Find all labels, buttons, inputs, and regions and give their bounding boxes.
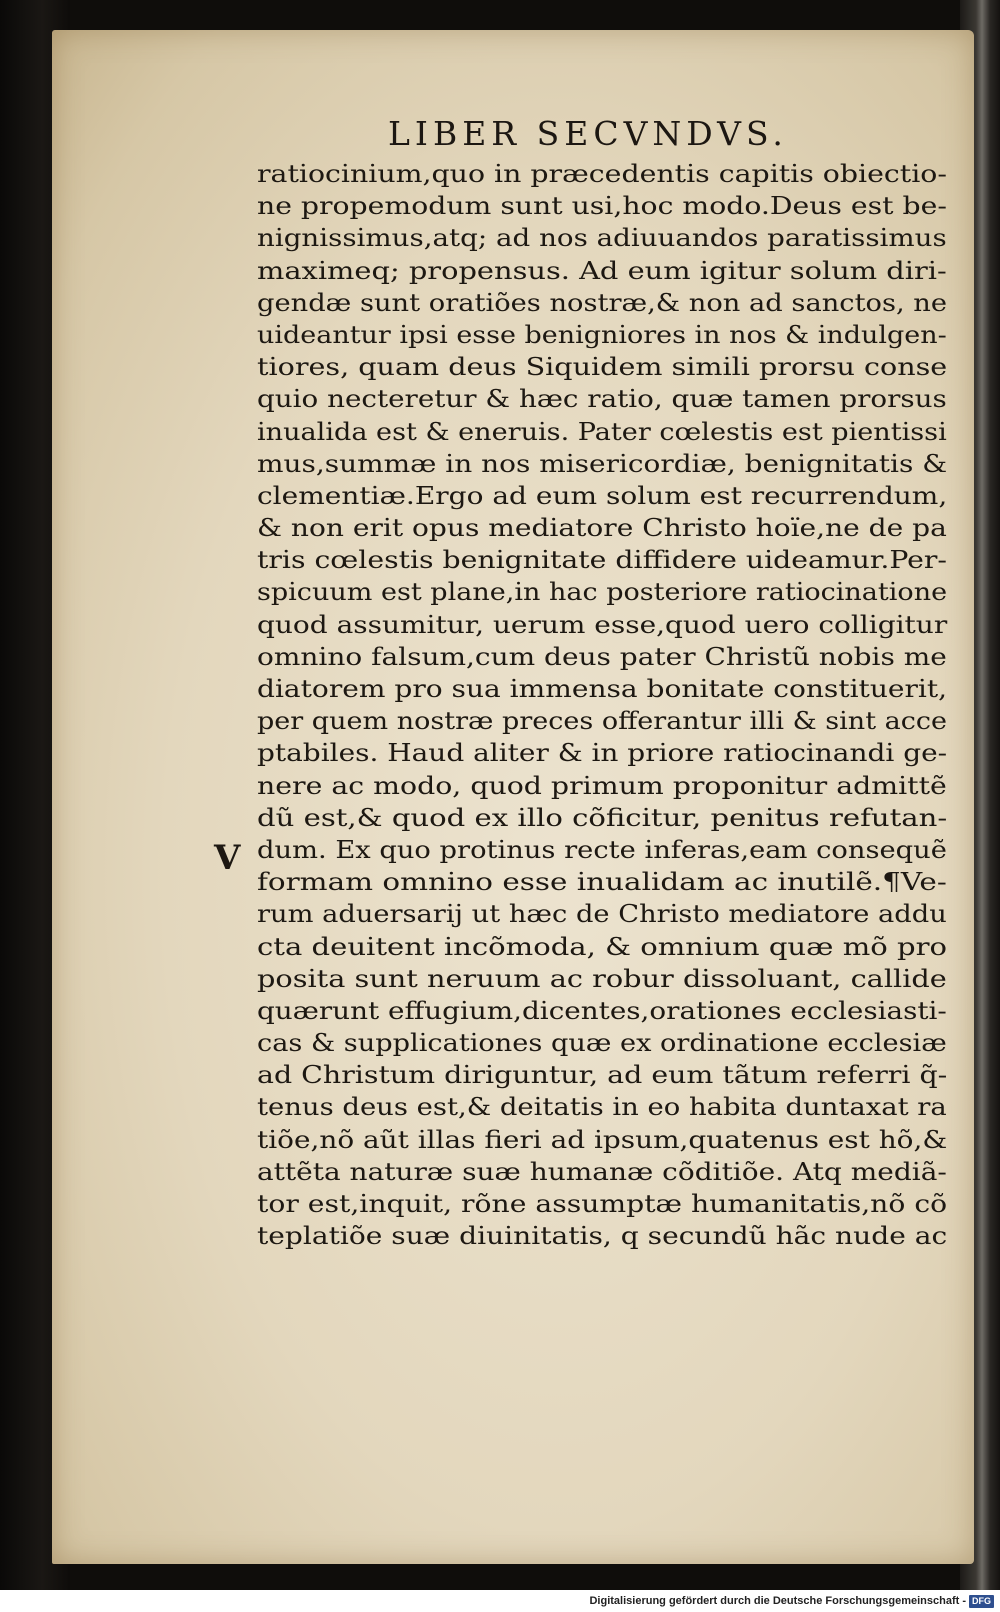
text-line: nere ac modo, quod primum proponitur admittẽ — [257, 771, 947, 800]
text-line: mus,summæ in nos misericordiæ, benignitatis & — [257, 449, 948, 478]
book-page — [52, 30, 974, 1564]
text-line: spicuum est plane,in hac posteriore ratiocinatione — [257, 578, 948, 607]
text-line: rum aduersarij ut hæc de Christo mediatore addu — [257, 900, 947, 929]
digitization-credit — [0, 1590, 994, 1612]
text-line: dum. Ex quo protinus recte inferas,eam consequẽ — [257, 835, 947, 864]
text-line: diatorem pro sua immensa bonitate constituerit, — [257, 675, 948, 703]
text-line: cas & supplicationes quæ ex ordinatione ecclesiæ — [257, 1029, 947, 1058]
text-line: nignissimus,atq; ad nos adiuuandos paratissimus — [257, 224, 947, 253]
text-line: ne propemodum sunt usi,hoc modo.Deus est be- — [257, 192, 947, 221]
margin-letter: V — [214, 838, 241, 878]
text-line: posita sunt neruum ac robur dissoluant, callide — [257, 964, 947, 993]
text-line: attẽta naturæ suæ humanæ cõditiõe. Atq mediã- — [257, 1157, 947, 1186]
text-line: dũ est,& quod ex illo cõficitur, penitus refutan- — [257, 803, 948, 832]
text-line: tris cœlestis benignitate diffidere uideamur.Per- — [257, 546, 947, 575]
text-line: tiores, quam deus Siquidem simili prorsu conse — [257, 353, 948, 382]
text-line: ad Christum diriguntur, ad eum tãtum referri q̃- — [257, 1061, 948, 1090]
text-line: uideantur ipsi esse benigniores in nos & indulgen- — [257, 320, 947, 349]
text-line: tiõe,nõ aũt illas fieri ad ipsum,quatenus est hõ,& — [257, 1125, 948, 1154]
text-line: quod assumitur, uerum esse,quod uero colligitur — [257, 610, 948, 639]
text-line: tenus deus est,& deitatis in eo habita duntaxat ra — [257, 1093, 947, 1122]
text-line: formam omnino esse inualidam ac inutilẽ.¶Ve- — [257, 868, 947, 897]
text-line: per quem nostræ preces offerantur illi & sint acce — [257, 707, 948, 736]
running-head: LIBER SECVNDVS. — [388, 114, 788, 153]
text-line: maximeq; propensus. Ad eum igitur solum diri- — [257, 256, 947, 285]
text-line: omnino falsum,cum deus pater Christũ nobis me — [257, 642, 947, 671]
text-line: ratiocinium,quo in præcedentis capitis obiectio- — [257, 160, 947, 188]
text-line: & non erit opus mediatore Christo hoïe,ne de pa — [257, 514, 947, 543]
text-line: clementiæ.Ergo ad eum solum est recurrendum, — [257, 481, 948, 510]
text-line: inualida est & eneruis. Pater cœlestis est pientissi — [257, 417, 947, 446]
text-line: tor est,inquit, rõne assumptæ humanitatis,nõ cõ — [257, 1190, 948, 1218]
text-line: teplatiõe suæ diuinitatis, q secundũ hãc nude ac — [257, 1222, 948, 1251]
text-line: cta deuitent incõmoda, & omnium quæ mõ pro — [257, 932, 947, 961]
text-line: gendæ sunt oratiões nostræ,& non ad sanctos, ne — [257, 288, 948, 317]
text-line: ptabiles. Haud aliter & in priore ratiocinandi ge- — [257, 739, 948, 768]
text-line: quio necteretur & hæc ratio, quæ tamen prorsus — [257, 385, 947, 414]
dfg-logo: DFG — [969, 1595, 994, 1608]
text-line: quærunt effugium,dicentes,orationes ecclesiasti- — [257, 996, 947, 1025]
text-block — [257, 158, 957, 1252]
credit-text: Digitalisierung gefördert durch die Deutsche Forschungsgemeinschaft - — [589, 1595, 966, 1607]
